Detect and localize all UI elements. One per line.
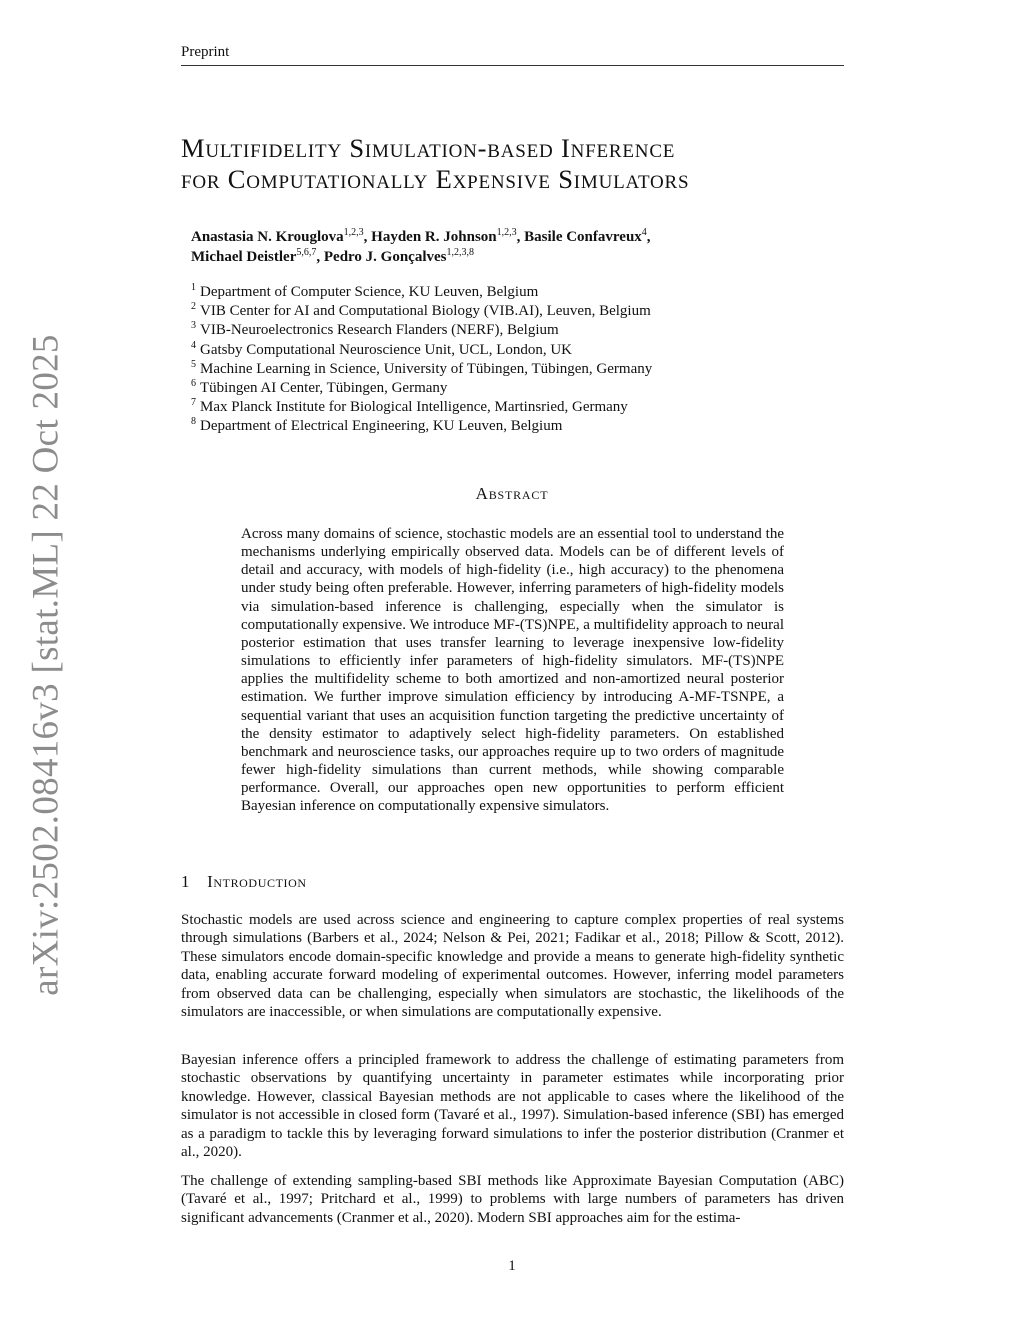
- abstract-body: Across many domains of science, stochastic models are an essential tool to understand the mechanisms underlying empirically observed data. Models can be of different levels of detail and accuracy, with models of high-fidelity (i.e., high accuracy) to the phenomena under study being often preferable. However, inferring parameters of high-fidelity models via simulation-based inference is challenging, especially when the simulator is computationally expensive. We introduce MF-(TS)NPE, a multifidelity approach to neural posterior estimation that uses transfer learning to leverage inexpensive low-fidelity simulations to efficiently infer parameters of high-fidelity simulators. MF-(TS)NPE applies the multifidelity scheme to both amortized and non-amortized neural posterior estimation. We further improve simulation efficiency by introducing A-MF-TSNPE, a sequential variant that uses an acquisition function targeting the predictive uncertainty of the density estimator to adaptively select high-fidelity parameters. On established benchmark and neuroscience tasks, our approaches require up to two orders of magnitude fewer high-fidelity simulations than current methods, while showing comparable performance. Overall, our approaches open new opportunities to perform efficient Bayesian inference on computationally expensive simulators.: [241, 526, 784, 815]
- section-title: Introduction: [207, 872, 307, 891]
- intro-paragraph-1: Stochastic models are used across science and engineering to capture complex properties of real systems through simulations (Barbers et al., 2024; Nelson & Pei, 2021; Fadikar et al., 2018; Pillow & Scott, 2012). These simulators encode domain-specific knowledge and provide a means to generate high-fidelity synthetic data, enabling accurate forward modeling of experimental outcomes. However, inferring model parameters from observed data can be challenging, especially when simulators are stochastic, the likelihoods of the simulators are inaccessible, or when simulations are computationally expensive.: [181, 912, 844, 1021]
- author-affiliation-marks: 1,2,3: [496, 227, 517, 238]
- author-affiliation-marks: 1,2,3,8: [446, 247, 475, 258]
- author-affiliation-marks: 1,2,3: [343, 227, 364, 238]
- title-line-2: for Computationally Expensive Simulators: [181, 164, 690, 194]
- affiliation-number: 7: [191, 397, 196, 409]
- affiliation-item: [191, 302, 652, 321]
- affiliation-number: 1: [191, 282, 196, 293]
- author-line-1: [191, 227, 651, 247]
- running-header: Preprint: [181, 44, 230, 60]
- affiliation-text: VIB-Neuroelectronics Research Flanders (NERF), Belgium: [200, 322, 559, 339]
- author-affiliation-marks: 5,6,7: [296, 247, 317, 258]
- affiliation-item: [191, 360, 652, 379]
- affiliation-text: Department of Electrical Engineering, KU Leuven, Belgium: [200, 418, 563, 435]
- author-separator: ,: [316, 249, 324, 265]
- intro-paragraph-2: Bayesian inference offers a principled framework to address the challenge of estimating parameters from stochastic observations by quantifying uncertainty in parameter estimates while incorporating prior knowledge. However, classical Bayesian methods are not applicable to cases where the likelihood of the simulator is not accessible in closed form (Tavaré et al., 1997). Simulation-based inference (SBI) has emerged as a paradigm to tackle this by leveraging forward simulations to infer the posterior distribution (Cranmer et al., 2020).: [181, 1052, 844, 1161]
- author-name: Pedro J. Gonçalves: [323, 249, 447, 265]
- abstract-heading: Abstract: [475, 484, 549, 503]
- affiliation-text: Max Planck Institute for Biological Intelligence, Martinsried, Germany: [200, 399, 628, 416]
- affiliation-text: Gatsby Computational Neuroscience Unit, UCL, London, UK: [200, 341, 573, 358]
- author-line-2: [191, 247, 651, 267]
- affiliation-item: [191, 417, 652, 436]
- title-line-1: Multifidelity Simulation-based Inference: [181, 133, 676, 163]
- author-name: Basile Confavreux: [524, 229, 642, 245]
- affiliation-number: 8: [191, 416, 196, 428]
- page-number: 1: [508, 1258, 516, 1274]
- author-name: Anastasia N. Krouglova: [191, 229, 344, 245]
- section-number: 1: [181, 872, 191, 891]
- affiliation-number: 5: [191, 358, 196, 370]
- author-affiliation-marks: 4: [641, 227, 647, 238]
- section-heading: [181, 872, 307, 892]
- affiliation-number: 4: [191, 339, 196, 351]
- paper-title: [181, 133, 861, 195]
- author-separator: ,: [363, 229, 372, 245]
- affiliation-item: [191, 341, 652, 360]
- affiliation-item: [191, 321, 652, 340]
- affiliation-text: Machine Learning in Science, University of Tübingen, Tübingen, Germany: [200, 360, 653, 377]
- header-rule: [181, 65, 844, 66]
- author-list: [191, 227, 651, 267]
- affiliation-list: [191, 283, 652, 437]
- affiliation-text: Tübingen AI Center, Tübingen, Germany: [200, 380, 448, 397]
- author-name: Michael Deistler: [191, 249, 297, 265]
- affiliation-text: VIB Center for AI and Computational Biology (VIB.AI), Leuven, Belgium: [200, 303, 651, 320]
- affiliation-number: 3: [191, 320, 196, 332]
- arxiv-identifier[interactable]: arXiv:2502.08416v3 [stat.ML] 22 Oct 2025: [25, 334, 67, 996]
- author-separator: ,: [516, 229, 525, 245]
- author-separator: ,: [646, 229, 651, 245]
- affiliation-item: [191, 398, 652, 417]
- affiliation-item: [191, 283, 652, 302]
- affiliation-item: [191, 379, 652, 398]
- author-name: Hayden R. Johnson: [371, 229, 497, 245]
- affiliation-number: 6: [191, 378, 196, 390]
- affiliation-text: Department of Computer Science, KU Leuven, Belgium: [200, 284, 539, 300]
- affiliation-number: 2: [191, 301, 196, 313]
- intro-paragraph-3: The challenge of extending sampling-based SBI methods like Approximate Bayesian Computation (ABC) (Tavaré et al., 1997; Pritchard et al., 1999) to problems with large numbers of parameters has driven significant advancements (Cranmer et al., 2020). Modern SBI approaches aim for the estima-: [181, 1173, 844, 1226]
